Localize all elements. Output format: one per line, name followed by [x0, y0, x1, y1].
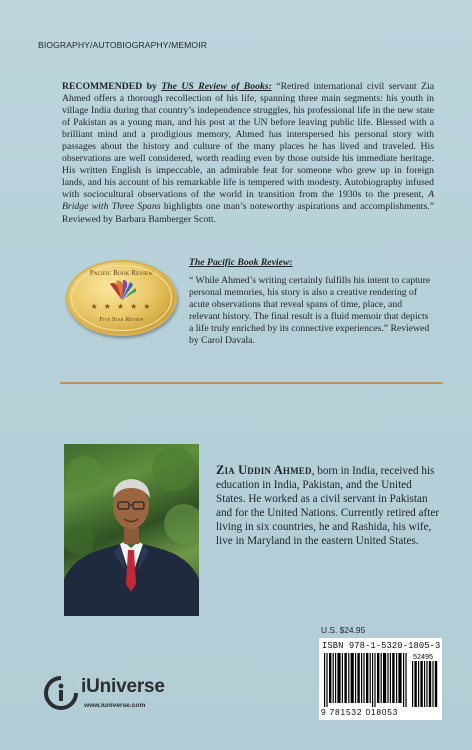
ean-digits: 9 781532 018053: [321, 707, 399, 717]
isbn-text: ISBN 978-1-5320-1805-3: [322, 641, 441, 651]
section-divider: [60, 382, 443, 384]
book-title-ref: A Bridge with Three Spans: [62, 189, 434, 213]
five-star-seal: [66, 260, 177, 336]
barcode-icon: [322, 653, 440, 707]
author-name: Zia Uddin Ahmed: [216, 463, 312, 477]
isbn-barcode: [319, 638, 442, 720]
fan-logo-icon: [104, 278, 140, 302]
seal-bottom-text: Five Star Review: [99, 317, 144, 323]
price-label: U.S. $24.95: [321, 625, 366, 635]
pacific-review-paragraph: “ While Ahmed’s writing certainly fulfills his intent to capture personal memories, his story is also a creative rendering of acute observations that reveal spans of time, place, and relevant history. The final result is a fluid memoir that depicts a life truly enriched by its connective experiences.” Reviewed by Carol Davala.: [189, 275, 431, 347]
review-source-pacific: The Pacific Book Review:: [189, 257, 293, 268]
price-addon-digits: 52495: [413, 652, 433, 661]
publisher-logo: [44, 676, 214, 716]
recommended-label: RECOMMENDED by: [62, 81, 157, 92]
genre-label: BIOGRAPHY/AUTOBIOGRAPHY/MEMOIR: [38, 40, 208, 50]
review-text-2: highlights one man’s noteworthy aspirations and accomplishments.” Reviewed by Barbara Bamberger Scott.: [62, 201, 434, 225]
seal-top-text: Pacific Book Review: [89, 270, 154, 277]
publisher-url: www.iuniverse.com: [84, 702, 146, 709]
author-bio-text: , born in India, received his education in India, Pakistan, and the United States. He worked as a civil servant in Pakistan and for the United Nations. Currently retired after living in six countries, he and Rashida, his wife, live in Maryland in the eastern United States.: [216, 465, 440, 548]
author-bio: [216, 463, 441, 549]
author-portrait-icon: [64, 444, 199, 616]
review-text-1: “Retired international civil servant Zia Ahmed offers a thorough recollection of his life, spanning three main segments: his youth in village India during that country’s independence struggles, his professional life in the new state of Pakistan as a young man, and his post at the UN before leaving public life. Blessed with a brilliant mind and a prodigious memory, Ahmed has interspersed his personal story with passages about the history and culture of the many places he has lived and traveled. His observations are well considered, worth reading even by those outside his immediate heritage. His written English is impeccable, an admirable feat for someone who grew up in foreign lands, and his account of his remarkable life is tempered with modesty. Autobiography infused with sociocultural observations of the world in transition from the 1930s to the present,: [62, 81, 435, 201]
publisher-name: iUniverse: [81, 676, 165, 697]
review-source-us: The US Review of Books:: [161, 81, 272, 92]
iuniverse-swirl-icon: [44, 676, 78, 710]
author-photo: [64, 444, 199, 616]
seal-stars: ★ ★ ★ ★ ★: [90, 302, 153, 311]
us-review-paragraph: [62, 81, 434, 226]
